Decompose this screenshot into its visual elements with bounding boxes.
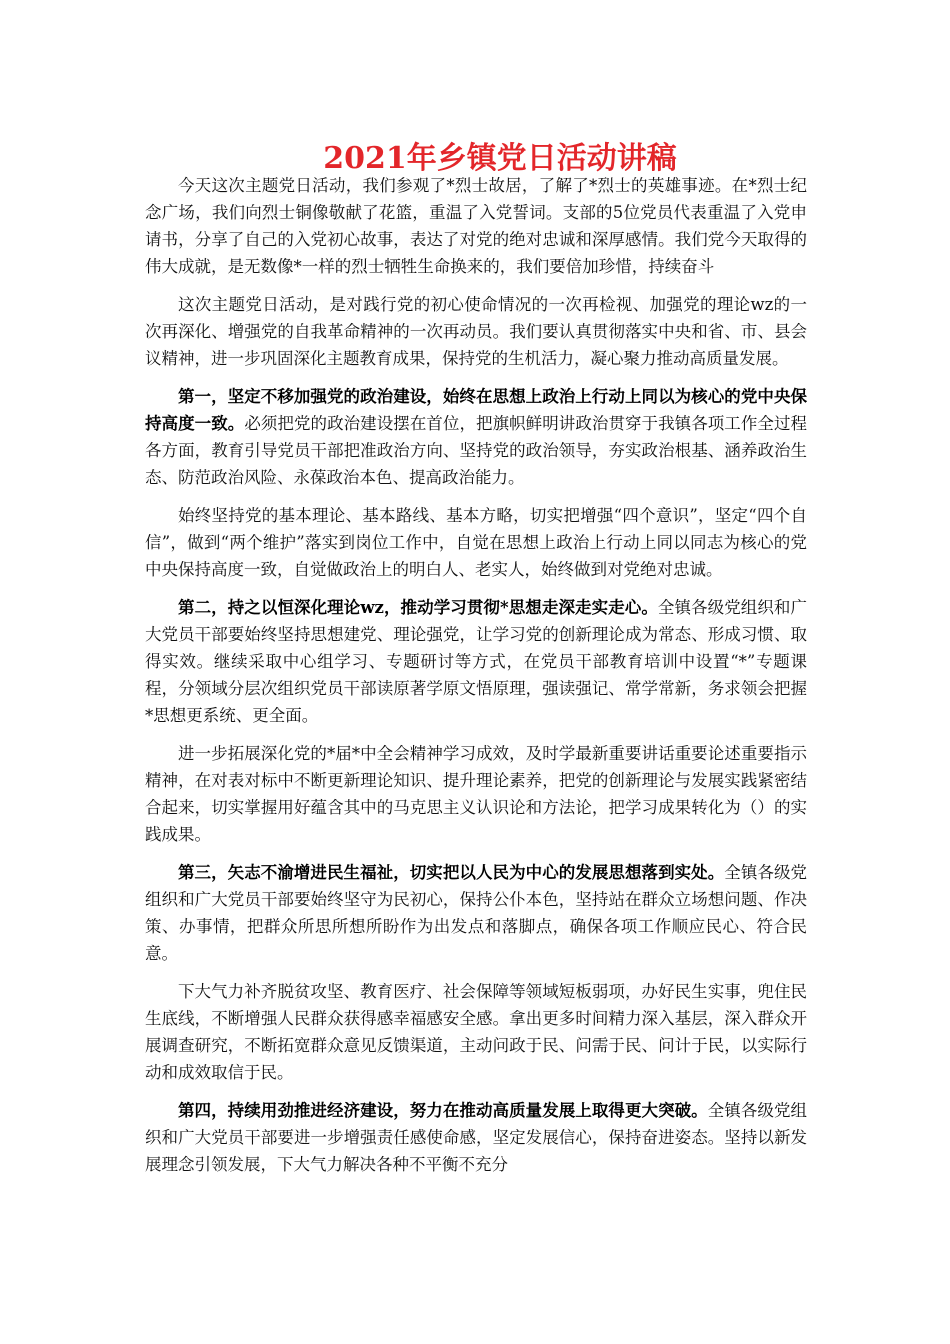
paragraph-3-text: 必须把党的政治建设摆在首位，把旗帜鲜明讲政治贯穿于我镇各项工作全过程各方面，教育引导党员干部把准政治方向、坚持党的政治领导，夯实政治根基、涵养政治生态、防范政治风险、永葆政治本色、提高政治能力。 xyxy=(145,414,808,487)
paragraph-6 xyxy=(145,740,807,848)
paragraph-1 xyxy=(145,172,807,280)
paragraph-1-text: 今天这次主题党日活动，我们参观了*烈士故居，了解了*烈士的英雄事迹。在*烈士纪念广场，我们向烈士铜像敬献了花篮，重温了入党誓词。支部的5位党员代表重温了入党申请书，分享了自己的入党初心故事，表达了对党的绝对忠诚和深厚感情。我们党今天取得的伟大成就，是无数像*一样的烈士牺牲生命换来的，我们要倍加珍惜，持续奋斗 xyxy=(145,176,807,276)
paragraph-5-heading: 第二，持之以恒深化理论wz，推动学习贯彻*思想走深走实走心。 xyxy=(178,598,658,617)
paragraph-7 xyxy=(145,859,807,967)
paragraph-7-text: 全镇各级党组织和广大党员干部要始终坚守为民初心，保持公仆本色，坚持站在群众立场想问题、作决策、办事情，把群众所思所想所盼作为出发点和落脚点，确保各项工作顺应民心、符合民意。 xyxy=(145,863,808,963)
paragraph-9-heading: 第四，持续用劲推进经济建设，努力在推动高质量发展上取得更大突破。 xyxy=(178,1101,708,1120)
paragraph-8-text: 下大气力补齐脱贫攻坚、教育医疗、社会保障等领域短板弱项，办好民生实事，兜住民生底线，不断增强人民群众获得感幸福感安全感。拿出更多时间精力深入基层，深入群众开展调查研究，不断拓宽群众意见反馈渠道，主动问政于民、问需于民、问计于民，以实际行动和成效取信于民。 xyxy=(145,982,807,1082)
paragraph-9 xyxy=(145,1097,807,1178)
document-body xyxy=(145,172,807,1189)
paragraph-5 xyxy=(145,594,807,729)
paragraph-5-text: 全镇各级党组织和广大党员干部要始终坚持思想建党、理论强党，让学习党的创新理论成为常态、形成习惯、取得实效。继续采取中心组学习、专题研讨等方式，在党员干部教育培训中设置“*”专题课程，分领域分层次组织党员干部读原著学原文悟原理，强读强记、常学常新，务求领会把握*思想更系统、更全面。 xyxy=(145,598,808,725)
paragraph-2 xyxy=(145,291,807,372)
paragraph-7-heading: 第三，矢志不渝增进民生福祉，切实把以人民为中心的发展思想落到实处。 xyxy=(178,863,725,882)
paragraph-4-text: 始终坚持党的基本理论、基本路线、基本方略，切实把增强“四个意识”，坚定“四个自信”，做到“两个维护”落实到岗位工作中，自觉在思想上政治上行动上同以同志为核心的党中央保持高度一致，自觉做政治上的明白人、老实人，始终做到对党绝对忠诚。 xyxy=(145,506,807,579)
paragraph-8 xyxy=(145,978,807,1086)
paragraph-4 xyxy=(145,502,807,583)
document-title: 2021年乡镇党日活动讲稿 xyxy=(323,141,677,176)
paragraph-3-heading: 第一，坚定不移加强党的政治建设，始终在思想上政治上行动上同以为核心的党中央保持高度一致。 xyxy=(145,387,807,433)
paragraph-6-text: 进一步拓展深化党的*届*中全会精神学习成效，及时学最新重要讲话重要论述重要指示精神，在对表对标中不断更新理论知识、提升理论素养，把党的创新理论与发展实践紧密结合起来，切实掌握用好蕴含其中的马克思主义认识论和方法论，把学习成果转化为（）的实践成果。 xyxy=(145,744,807,844)
paragraph-9-text: 全镇各级党组织和广大党员干部要进一步增强责任感使命感，坚定发展信心，保持奋进姿态。坚持以新发展理念引领发展，下大气力解决各种不平衡不充分 xyxy=(145,1101,808,1174)
paragraph-3 xyxy=(145,383,807,491)
paragraph-2-text: 这次主题党日活动，是对践行党的初心使命情况的一次再检视、加强党的理论wz的一次再深化、增强党的自我革命精神的一次再动员。我们要认真贯彻落实中央和省、市、县会议精神，进一步巩固深化主题教育成果，保持党的生机活力，凝心聚力推动高质量发展。 xyxy=(145,295,807,368)
